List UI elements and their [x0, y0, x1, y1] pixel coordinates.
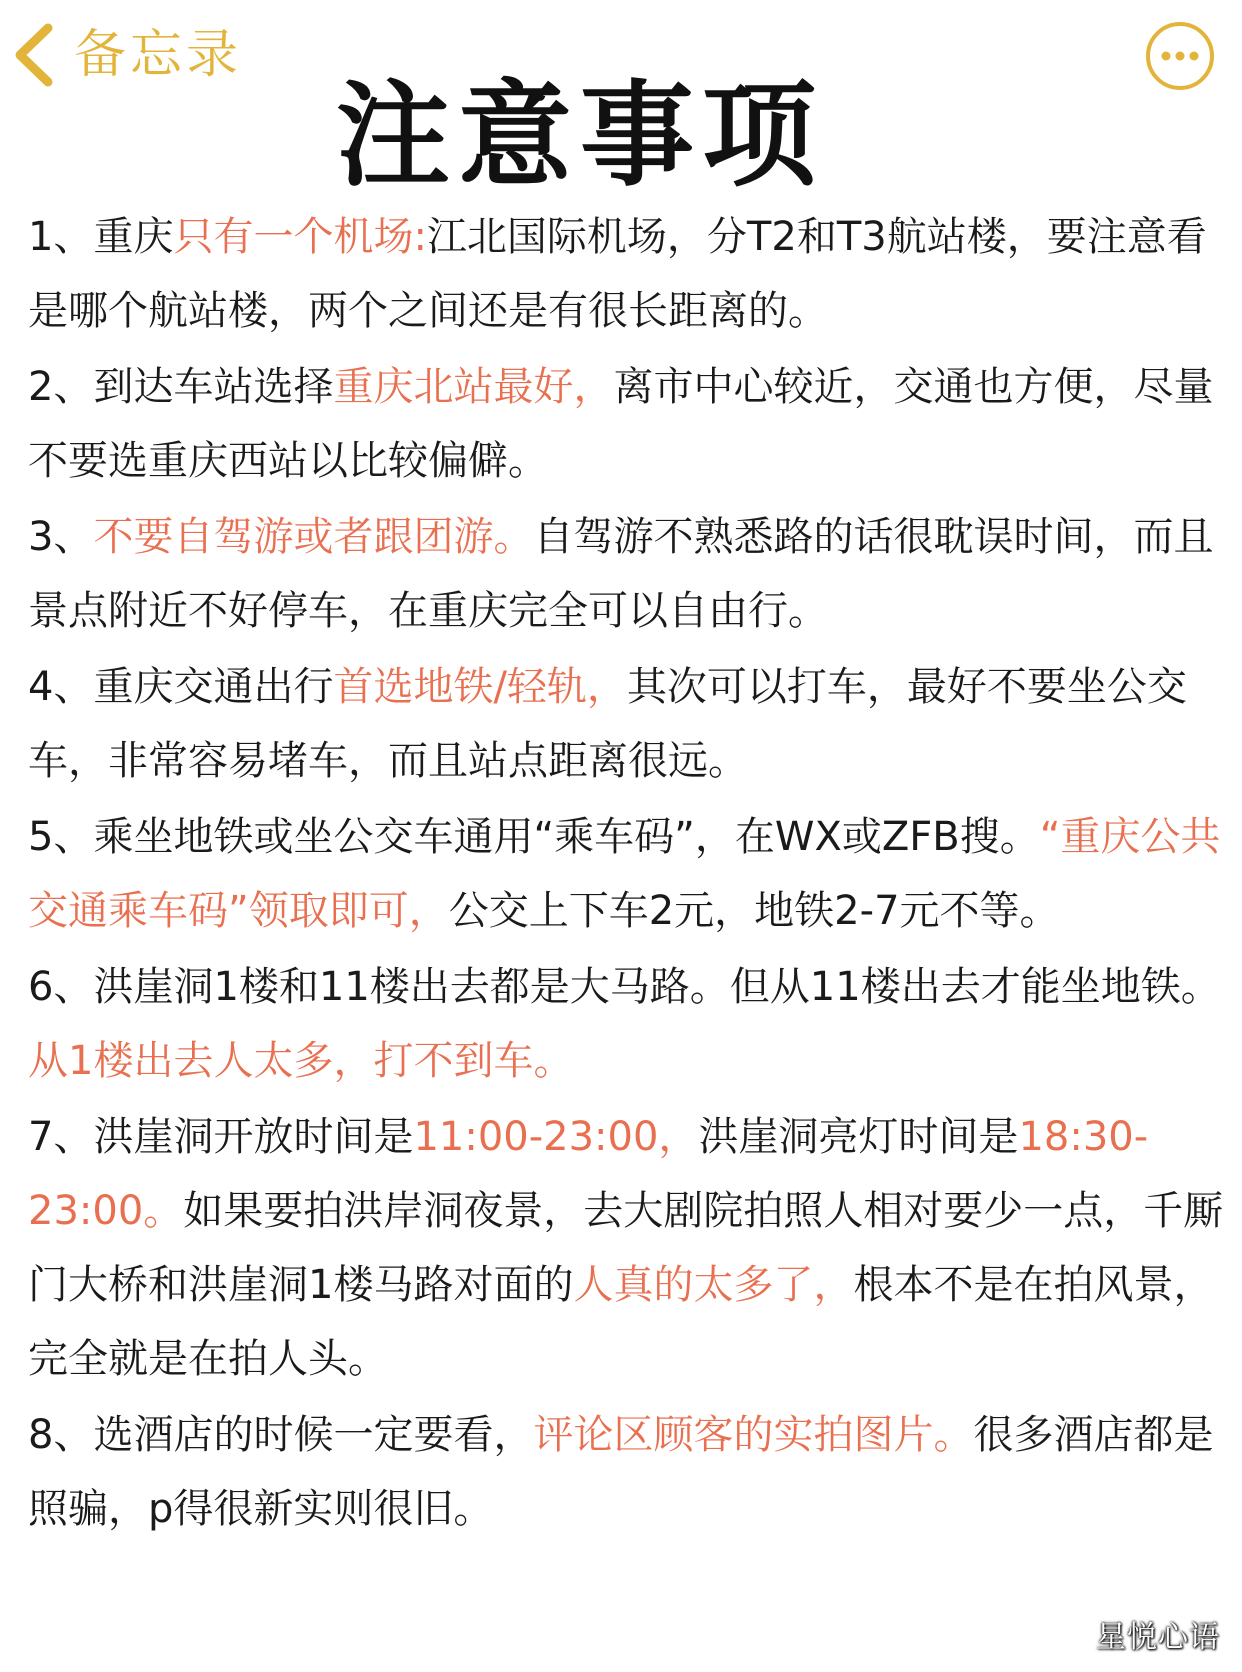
note-text: 8、选酒店的时候一定要看， — [28, 1412, 534, 1458]
note-item — [28, 1398, 1224, 1546]
notes-list — [28, 200, 1224, 1548]
note-text: 洪崖洞亮灯时间是 — [698, 1114, 1019, 1160]
note-highlight: 11:00-23:00， — [413, 1114, 699, 1160]
back-label: 备忘录 — [74, 25, 243, 85]
note-text: 其次可以打车，最好不要坐公交车，非常容易堵车，而且站点距离很远。 — [28, 664, 1187, 784]
note-highlight: 重庆北站最好， — [333, 364, 614, 410]
note-item — [28, 950, 1224, 1098]
note-item — [28, 200, 1224, 348]
note-text: 7、洪崖洞开放时间是 — [28, 1114, 414, 1160]
note-text: 江北国际机场，分T2和T3航站楼，要注意看是哪个航站楼，两个之间还是有很长距离的。 — [28, 214, 1207, 334]
page-title: 注意事项 — [335, 69, 824, 202]
note-text: 离市中心较近，交通也方便，尽量不要选重庆西站以比较偏僻。 — [28, 364, 1214, 484]
note-text: 根本不是在拍风景，完全就是在拍人头。 — [28, 1262, 1214, 1382]
note-text: 4、重庆交通出行 — [28, 664, 334, 710]
note-text: 3、 — [28, 514, 94, 560]
note-highlight: 不要自驾游或者跟团游。 — [93, 514, 534, 560]
note-highlight: 只有一个机场: — [173, 214, 427, 260]
note-item — [28, 350, 1224, 498]
note-item — [28, 500, 1224, 648]
note-highlight: 从1楼出去人太多，打不到车。 — [28, 1038, 574, 1084]
watermark: 星悦心语 — [1096, 1620, 1220, 1655]
note-highlight: 首选地铁/轻轨， — [333, 664, 627, 710]
more-horizontal-icon — [1160, 50, 1200, 62]
note-text: 5、乘坐地铁或坐公交车通用“乘车码”，在WX或ZFB搜。 — [28, 814, 1040, 860]
note-text: 自驾游不熟悉路的话很耽误时间，而且景点附近不好停车，在重庆完全可以自由行。 — [28, 514, 1214, 634]
note-highlight: “重庆公共交通乘车码”领取即可， — [28, 814, 1221, 934]
note-item — [28, 1100, 1224, 1396]
note-text: 1、重庆 — [28, 214, 174, 260]
note-highlight: 人真的太多了， — [573, 1262, 854, 1308]
note-text: 如果要拍洪岸洞夜景，去大剧院拍照人相对要少一点，千厮门大桥和洪崖洞1楼马路对面的 — [28, 1188, 1224, 1308]
note-item — [28, 800, 1224, 948]
note-text: 公交上下车2元，地铁2-7元不等。 — [448, 888, 1060, 934]
note-text: 2、到达车站选择 — [28, 364, 334, 410]
note-text: 很多酒店都是照骗，p得很新实则很旧。 — [28, 1412, 1214, 1532]
note-text: 6、洪崖洞1楼和11楼出去都是大马路。但从11楼出去才能坐地铁。 — [28, 964, 1221, 1010]
note-highlight: 18:30-23:00。 — [28, 1114, 1149, 1234]
note-item — [28, 650, 1224, 798]
note-highlight: 评论区顾客的实拍图片。 — [533, 1412, 974, 1458]
